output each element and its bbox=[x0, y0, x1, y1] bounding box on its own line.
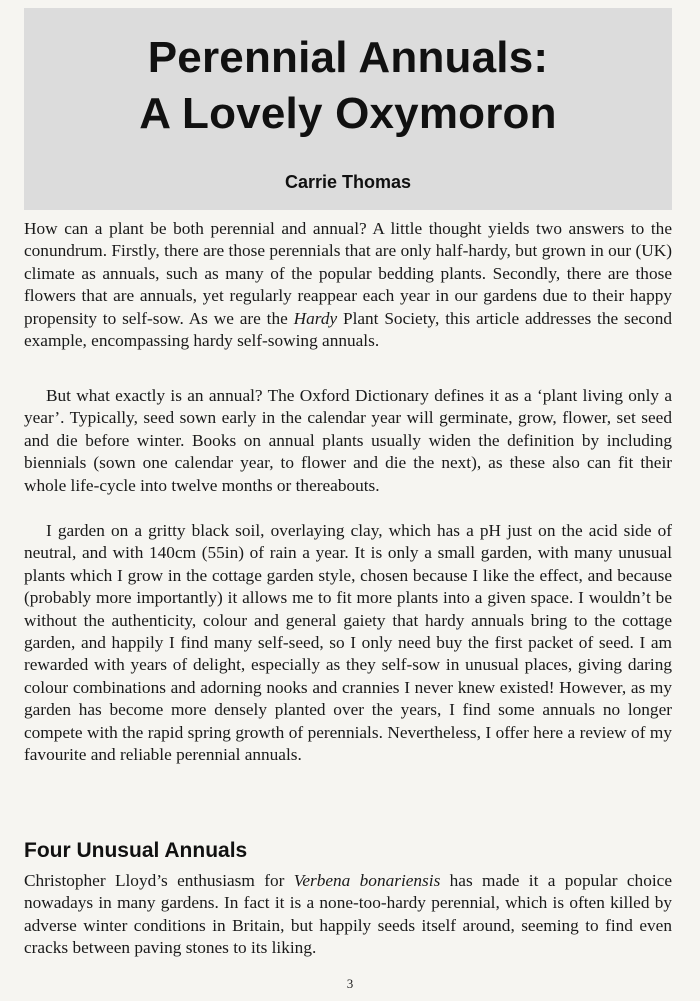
author-byline: Carrie Thomas bbox=[284, 172, 412, 192]
page-number: 3 bbox=[346, 976, 354, 991]
paragraph-verbena-text-b: has made it a popular choice nowadays in many gardens. In fact it is a none-too-hardy perennial, which is often killed by adverse winter conditions in Britain, but happily seeds itself around, seeming to find even cracks between paving stones to its liking. bbox=[24, 871, 672, 958]
paragraph-verbena-italic: Verbena bonariensis bbox=[293, 871, 441, 890]
paragraph-garden: I garden on a gritty black soil, overlaying clay, which has a pH just on the acid side of neutral, and with 140cm (55in) of rain a year. It is only a small garden, with many unusual plants which I grow in the cottage garden style, chosen because I like the effect, and because (probably more importantly) it allows me to fit more plants into a given space. I wouldn’t be without the authenticity, colour and general gaiety that hardy annuals bring to the cottage garden, and happily I find many self-seed, so I only need buy the first packet of seed. I am rewarded with years of delight, especially as they self-sow in unusual places, giving daring colour combinations and adorning nooks and crannies I never knew existed! However, as my garden has become more densely planted over the years, I find some annuals no longer compete with the rapid spring growth of perennials. Nevertheless, I offer here a review of my favourite and reliable perennial annuals. bbox=[24, 521, 672, 765]
paragraph-definition: But what exactly is an annual? The Oxford Dictionary defines it as a ‘plant living only a year’. Typically, seed sown early in the calendar year will germinate, grow, flower, set seed and die before winter. Books on annual plants usually widen the definition by including biennials (sown one calendar year, to flower and die the next), as these also can fit their whole life-cycle into twelve months or thereabouts. bbox=[24, 386, 672, 495]
section-heading: Four Unusual Annuals bbox=[24, 839, 248, 862]
paragraph-intro-text-b: Plant Society, this article addresses the second example, encompassing hardy self-sowing annuals. bbox=[24, 308, 672, 351]
paragraph-verbena bbox=[24, 870, 672, 960]
article-title-line-2: A Lovely Oxymoron bbox=[139, 89, 557, 138]
paragraph-intro-text-a: How can a plant be both perennial and annual? A little thought yields two answers to the conundrum. Firstly, there are those perennials that are only half-hardy, but grown in our (UK) climate as annuals, such as many of the popular bedding plants. Secondly, there are those flowers that are annuals, yet regularly reappear each year in our gardens due to their happy propensity to self-sow. As we are the bbox=[24, 219, 672, 328]
paragraph-intro bbox=[24, 218, 672, 352]
paragraph-intro-italic: Hardy bbox=[293, 308, 338, 328]
paragraph-verbena-text-a: Christopher Lloyd’s enthusiasm for bbox=[24, 871, 294, 890]
article-title-line-1: Perennial Annuals: bbox=[147, 33, 549, 82]
